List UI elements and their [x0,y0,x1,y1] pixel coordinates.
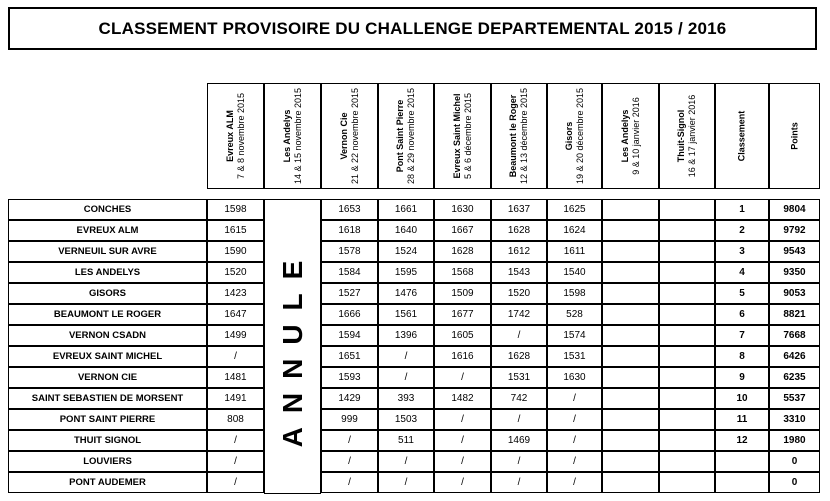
points-cell: 5537 [769,388,820,409]
score-cell: / [547,409,602,430]
club-name: CONCHES [8,199,207,220]
rank-cell: 2 [715,220,769,241]
club-name: PONT AUDEMER [8,472,207,493]
column-header [378,83,434,189]
score-cell: / [491,325,547,346]
points-cell: 7668 [769,325,820,346]
column-header-title: Vernon Cie [338,112,349,160]
score-cell: 1524 [378,241,434,262]
score-cell: 1630 [434,199,491,220]
rank-cell: 1 [715,199,769,220]
score-cell: 1482 [434,388,491,409]
score-cell: / [434,409,491,430]
club-name: LOUVIERS [8,451,207,472]
score-cell: 1520 [207,262,264,283]
score-cell: / [434,472,491,493]
score-cell: 1666 [321,304,378,325]
score-cell [602,409,659,430]
score-cell: 1598 [207,199,264,220]
score-cell: 1469 [491,430,547,451]
club-name: EVREUX ALM [8,220,207,241]
score-cell: 1612 [491,241,547,262]
column-header-title: Gisors [563,121,574,151]
score-cell: / [491,472,547,493]
rank-cell: 10 [715,388,769,409]
score-cell: 1651 [321,346,378,367]
score-cell: / [547,388,602,409]
rank-cell [715,472,769,493]
score-cell: / [207,346,264,367]
score-cell: 1594 [321,325,378,346]
score-cell: 1618 [321,220,378,241]
points-cell: 9543 [769,241,820,262]
score-cell [659,472,715,493]
score-cell: 1628 [491,220,547,241]
score-cell [602,451,659,472]
column-header-date: 28 & 29 novembre 2015 [406,87,416,185]
score-cell [602,304,659,325]
score-cell: 1640 [378,220,434,241]
score-cell: 1520 [491,283,547,304]
score-cell: / [378,346,434,367]
score-cell: 999 [321,409,378,430]
score-cell: / [207,472,264,493]
score-cell: / [491,451,547,472]
score-cell: 1499 [207,325,264,346]
score-cell: 1527 [321,283,378,304]
score-cell: 1628 [434,241,491,262]
column-header [321,83,378,189]
score-cell: 1630 [547,367,602,388]
points-cell: 3310 [769,409,820,430]
score-cell: / [491,409,547,430]
club-name: PONT SAINT PIERRE [8,409,207,430]
score-cell [602,346,659,367]
score-cell: 1531 [547,346,602,367]
score-cell: 1628 [491,346,547,367]
score-cell: 1503 [378,409,434,430]
points-cell: 0 [769,451,820,472]
score-cell [602,283,659,304]
score-cell [602,430,659,451]
rank-cell: 4 [715,262,769,283]
score-cell: 1637 [491,199,547,220]
column-header-date: 9 & 10 janvier 2016 [630,97,641,175]
score-cell: 1578 [321,241,378,262]
score-cell: 1605 [434,325,491,346]
score-cell: 1396 [378,325,434,346]
club-name: LES ANDELYS [8,262,207,283]
column-header-title: Evreux ALM [224,110,235,162]
column-header-title: Les Andelys [281,109,292,163]
column-header [602,83,659,189]
score-cell [602,199,659,220]
score-cell: 808 [207,409,264,430]
score-cell: 1509 [434,283,491,304]
score-cell [659,346,715,367]
column-header-title: Classement [736,110,747,162]
column-header-title: Les Andelys [619,109,630,163]
rank-cell: 8 [715,346,769,367]
score-cell: 1481 [207,367,264,388]
club-name: SAINT SEBASTIEN DE MORSENT [8,388,207,409]
points-cell: 1980 [769,430,820,451]
score-cell [602,325,659,346]
score-cell: 1611 [547,241,602,262]
score-cell [602,241,659,262]
club-name: GISORS [8,283,207,304]
score-cell: 1616 [434,346,491,367]
rank-cell: 12 [715,430,769,451]
score-cell [602,388,659,409]
score-cell [602,367,659,388]
score-cell: 1677 [434,304,491,325]
score-cell: 1561 [378,304,434,325]
points-cell: 8821 [769,304,820,325]
score-cell [659,430,715,451]
column-header-date: 12 & 13 décembre 2015 [519,87,529,185]
score-cell: 1543 [491,262,547,283]
column-header-title: Pont Saint Pierre [395,99,405,173]
score-cell: / [378,472,434,493]
rank-cell [715,451,769,472]
score-cell: 1742 [491,304,547,325]
score-cell: 393 [378,388,434,409]
score-cell: 511 [378,430,434,451]
score-cell: 1429 [321,388,378,409]
score-cell [659,304,715,325]
score-cell: / [434,367,491,388]
club-name: THUIT SIGNOL [8,430,207,451]
column-header [769,83,820,189]
column-header-date: 5 & 6 décembre 2015 [462,92,473,180]
score-cell [602,262,659,283]
column-header-date: 16 & 17 janvier 2016 [687,94,697,178]
score-cell [659,283,715,304]
score-cell: 1491 [207,388,264,409]
column-header [207,83,264,189]
club-name: VERNEUIL SUR AVRE [8,241,207,262]
score-cell: / [321,430,378,451]
points-cell: 9792 [769,220,820,241]
score-cell: 1476 [378,283,434,304]
score-cell: / [378,367,434,388]
column-header-title: Thuit-Signol [676,109,686,163]
column-header-title: Evreux Saint Michel [451,93,462,179]
score-cell: 1624 [547,220,602,241]
club-name: VERNON CIE [8,367,207,388]
cancelled-event-column [264,199,321,494]
rank-cell: 7 [715,325,769,346]
column-header [264,83,321,189]
column-header [715,83,769,189]
score-cell: 1574 [547,325,602,346]
score-cell [659,409,715,430]
column-header [434,83,491,189]
score-cell: / [547,430,602,451]
points-cell: 9053 [769,283,820,304]
score-cell: 1595 [378,262,434,283]
points-cell: 9350 [769,262,820,283]
rank-cell: 5 [715,283,769,304]
score-cell [659,262,715,283]
score-cell: 1625 [547,199,602,220]
rank-cell: 9 [715,367,769,388]
club-name: EVREUX SAINT MICHEL [8,346,207,367]
column-header-date: 19 & 20 décembre 2015 [574,87,585,185]
score-cell [659,325,715,346]
score-cell: 1590 [207,241,264,262]
score-cell: 1653 [321,199,378,220]
rank-cell: 11 [715,409,769,430]
club-name: VERNON CSADN [8,325,207,346]
points-cell: 9804 [769,199,820,220]
score-cell: 1584 [321,262,378,283]
column-header-date: 14 & 15 novembre 2015 [292,87,303,185]
points-cell: 6235 [769,367,820,388]
score-cell: / [434,451,491,472]
score-cell: 1593 [321,367,378,388]
column-header-date: 21 & 22 novembre 2015 [349,87,360,185]
column-header [547,83,602,189]
column-header-date: 7 & 8 novembre 2015 [235,92,246,180]
score-cell: 1661 [378,199,434,220]
score-cell: / [321,472,378,493]
page-title: CLASSEMENT PROVISOIRE DU CHALLENGE DEPARTEMENTAL 2015 / 2016 [8,7,817,50]
points-cell: 0 [769,472,820,493]
score-cell: 1598 [547,283,602,304]
score-cell: 742 [491,388,547,409]
score-cell: 1531 [491,367,547,388]
score-cell: 1568 [434,262,491,283]
rank-cell: 6 [715,304,769,325]
score-cell: / [547,472,602,493]
score-cell: / [321,451,378,472]
column-header-title: Points [789,122,799,150]
score-cell [659,220,715,241]
score-cell: 1647 [207,304,264,325]
points-cell: 6426 [769,346,820,367]
score-cell [659,367,715,388]
score-cell: 528 [547,304,602,325]
score-cell: 1615 [207,220,264,241]
column-header-title: Beaumont le Roger [508,94,518,178]
score-cell: / [547,451,602,472]
column-header [659,83,715,189]
score-cell: 1423 [207,283,264,304]
score-cell [659,241,715,262]
score-cell [659,388,715,409]
column-header [491,83,547,189]
score-cell [659,199,715,220]
annule-label: ANNULE [276,246,308,447]
score-cell: / [378,451,434,472]
score-cell: / [434,430,491,451]
rank-cell: 3 [715,241,769,262]
score-cell [602,472,659,493]
score-cell: / [207,451,264,472]
score-cell: / [207,430,264,451]
score-cell [602,220,659,241]
club-name: BEAUMONT LE ROGER [8,304,207,325]
score-cell: 1667 [434,220,491,241]
score-cell [659,451,715,472]
score-cell: 1540 [547,262,602,283]
